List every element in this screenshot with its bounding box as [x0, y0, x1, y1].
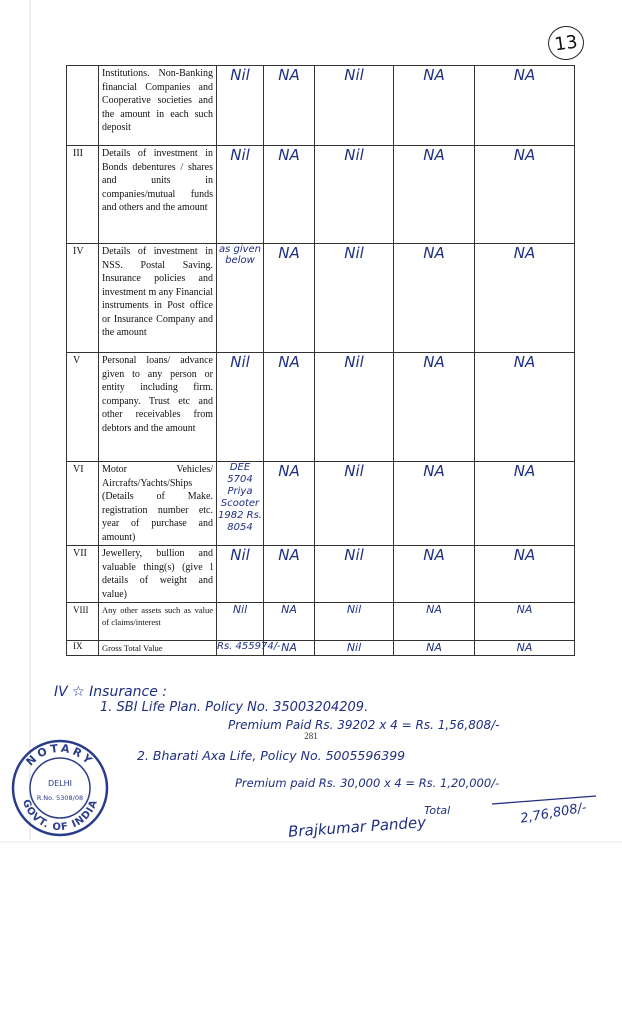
- row-entry-col5: NA: [475, 244, 575, 353]
- row-entry-col2: NA: [264, 546, 315, 603]
- notary-seal-icon: [10, 738, 110, 838]
- row-serial: III: [67, 146, 99, 244]
- row-entry-col5: NA: [475, 603, 575, 641]
- row-entry-col4: NA: [394, 66, 475, 146]
- signature: Brajkumar Pandey: [287, 813, 427, 841]
- svg-text:GOVT. OF INDIA: [20, 798, 100, 833]
- row-entry-col3: Nil: [315, 603, 394, 641]
- insurance-line-2: Premium Paid Rs. 39202 x 4 = Rs. 1,56,808/-: [228, 718, 500, 732]
- row-entry-col1: Nil: [217, 546, 264, 603]
- row-description: Details of investment in Bonds debentures / shares and units in companies/mutual funds and others and the amount: [99, 146, 217, 244]
- stamp-reg-text: R.No. 5308/08: [36, 794, 84, 802]
- stamp-bottom-text: GOVT. OF INDIA: [19, 798, 101, 834]
- row-entry-col1: DEE 5704 Priya Scooter 1982 Rs. 8054: [217, 462, 264, 546]
- row-description: Jewellery, bullion and valuable thing(s) (give l details of weight and value): [99, 546, 217, 603]
- row-entry-col4: NA: [394, 146, 475, 244]
- row-entry-col4: NA: [394, 546, 475, 603]
- row-entry-col4: NA: [394, 603, 475, 641]
- insurance-heading: IV ☆ Insurance :: [54, 684, 168, 700]
- table-row: [67, 353, 575, 462]
- row-entry-col1: as given below: [217, 244, 264, 353]
- row-serial: [67, 66, 99, 146]
- row-entry-col3: Nil: [315, 146, 394, 244]
- notary-stamp: [10, 738, 110, 838]
- row-description: Gross Total Value: [99, 641, 217, 656]
- row-entry-col1: Rs. 455974/-: [217, 641, 264, 656]
- stamp-top-text: NOTARY: [23, 741, 97, 769]
- row-serial: VI: [67, 462, 99, 546]
- insurance-line-1: 1. SBI Life Plan. Policy No. 35003204209.: [100, 700, 369, 715]
- row-entry-col3: Nil: [315, 641, 394, 656]
- row-description: Motor Vehicles/ Aircrafts/Yachts/Ships (Details of Make. registration number etc. year of purchase and amount): [99, 462, 217, 546]
- table-row: [67, 462, 575, 546]
- insurance-line-4: Premium paid Rs. 30,000 x 4 = Rs. 1,20,000/-: [235, 776, 500, 790]
- table-row: [67, 146, 575, 244]
- row-serial: VII: [67, 546, 99, 603]
- row-entry-col2: NA: [264, 353, 315, 462]
- row-entry-col3: Nil: [315, 66, 394, 146]
- row-serial: IV: [67, 244, 99, 353]
- row-description: Personal loans/ advance given to any person or entity including firm. company. Trust etc and other receivables from debtors and the amount: [99, 353, 217, 462]
- row-entry-col1: Nil: [217, 146, 264, 244]
- row-entry-col5: NA: [475, 546, 575, 603]
- row-entry-col4: NA: [394, 641, 475, 656]
- row-entry-col1: Nil: [217, 353, 264, 462]
- page-footer-number: 281: [304, 731, 318, 741]
- svg-text:NOTARY: [24, 742, 97, 769]
- row-entry-col4: NA: [394, 462, 475, 546]
- row-entry-col4: NA: [394, 353, 475, 462]
- row-serial: V: [67, 353, 99, 462]
- row-entry-col5: NA: [475, 146, 575, 244]
- row-entry-col5: NA: [475, 641, 575, 656]
- row-description: Institutions. Non-Banking financial Companies and Cooperative societies and the amount in each such deposit: [99, 66, 217, 146]
- row-serial: IX: [67, 641, 99, 656]
- row-entry-col1: Nil: [217, 603, 264, 641]
- row-entry-col2: NA: [264, 462, 315, 546]
- table-row: [67, 603, 575, 641]
- row-entry-col5: NA: [475, 462, 575, 546]
- stamp-center-text: DELHI: [47, 779, 73, 788]
- row-entry-col3: Nil: [315, 353, 394, 462]
- row-description: Details of investment in NSS. Postal Saving. Insurance policies and investment m any Financial instruments in Post office or Insurance Company and the amount: [99, 244, 217, 353]
- row-entry-col2: NA: [264, 603, 315, 641]
- row-entry-col2: NA: [264, 146, 315, 244]
- table-row: [67, 641, 575, 656]
- row-entry-col2: NA: [264, 66, 315, 146]
- row-entry-col5: NA: [475, 66, 575, 146]
- insurance-total-label: Total: [424, 804, 451, 817]
- table-row: [67, 244, 575, 353]
- page-number-mark: 13: [546, 24, 586, 63]
- row-entry-col1: Nil: [217, 66, 264, 146]
- row-entry-col2: NA: [264, 244, 315, 353]
- row-entry-col5: NA: [475, 353, 575, 462]
- asset-declaration-table: [66, 65, 575, 656]
- insurance-line-3: 2. Bharati Axa Life, Policy No. 5005596399: [137, 748, 406, 763]
- table-row: [67, 66, 575, 146]
- row-description: Any other assets such as value of claims/interest: [99, 603, 217, 641]
- row-entry-col2: NA: [264, 641, 315, 656]
- row-entry-col3: Nil: [315, 462, 394, 546]
- table-row: [67, 546, 575, 603]
- row-entry-col4: NA: [394, 244, 475, 353]
- row-serial: VIII: [67, 603, 99, 641]
- row-entry-col3: Nil: [315, 244, 394, 353]
- insurance-total-value: 2,76,808/-: [519, 800, 588, 827]
- row-entry-col3: Nil: [315, 546, 394, 603]
